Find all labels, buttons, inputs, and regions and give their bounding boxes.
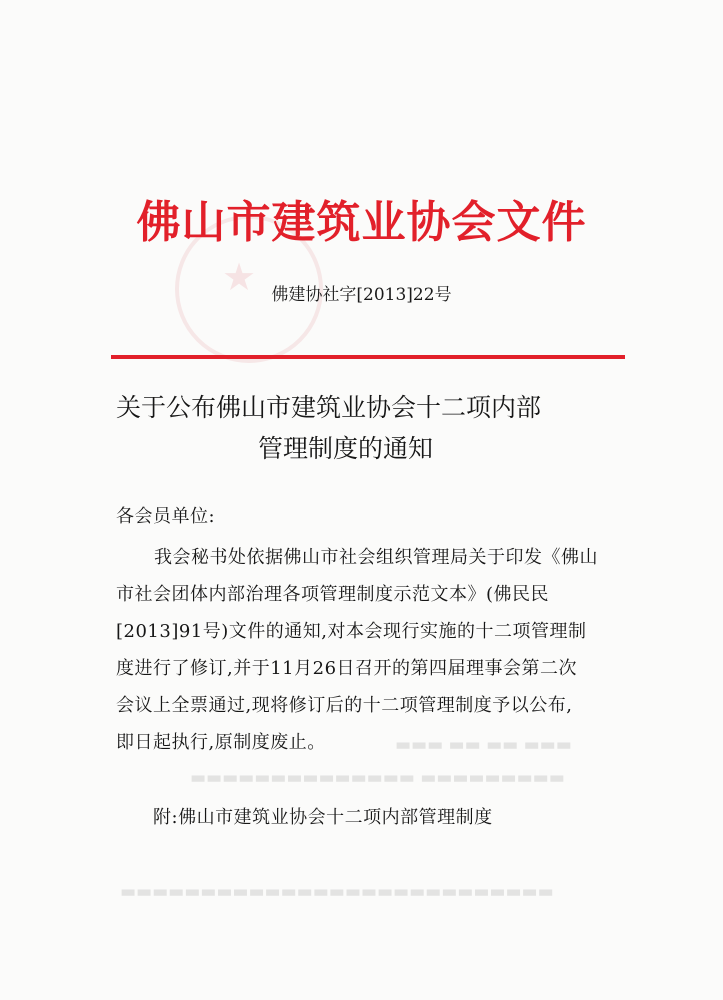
issuer-title: 佛山市建筑业协会文件 [136, 197, 587, 248]
body-paragraph-line: 我会秘书处依据佛山市社会组织管理局关于印发《佛山 [154, 547, 598, 568]
body-paragraph-line: 度进行了修订,并于11月26日召开的第四届理事会第二次 [116, 658, 578, 679]
red-divider [111, 355, 625, 359]
attachment-line: 附:佛山市建筑业协会十二项内部管理制度 [153, 807, 493, 828]
bleed-through-decoration: ▬▬▬▬▬▬▬▬▬ ▬▬▬▬▬▬▬▬▬▬▬▬▬▬ [190, 768, 565, 788]
notice-title-line-1: 关于公布佛山市建筑业协会十二项内部 [116, 393, 542, 422]
body-paragraph-line: 会议上全票通过,现将修订后的十二项管理制度予以公布, [116, 695, 573, 716]
seal-star-show-through: ★ [222, 255, 257, 299]
body-paragraph-line: 市社会团体内部治理各项管理制度示范文本》(佛民民 [116, 584, 550, 605]
document-number: 佛建协社字[2013]22号 [271, 285, 452, 305]
salutation: 各会员单位: [116, 506, 216, 527]
bleed-through-decoration: ▬▬▬ ▬▬ ▬▬ ▬▬▬ [395, 735, 572, 755]
bleed-through-decoration: ▬▬▬▬▬▬▬▬▬▬▬▬▬▬▬▬▬▬▬▬▬▬▬▬▬▬▬ [120, 882, 554, 902]
body-paragraph-line: [2013]91号)文件的通知,对本会现行实施的十二项管理制 [116, 621, 587, 642]
notice-title-line-2: 管理制度的通知 [258, 434, 434, 463]
body-paragraph-line: 即日起执行,原制度废止。 [116, 732, 326, 753]
